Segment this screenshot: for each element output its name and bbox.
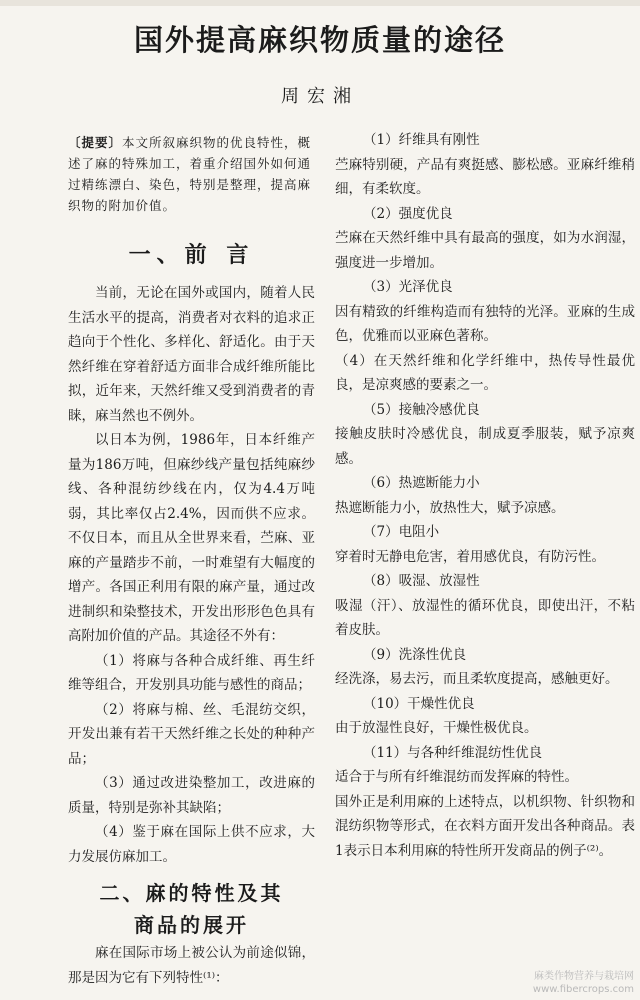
property-label: （3）光泽优良 (363, 279, 453, 295)
property-body: 由于放湿性良好，干燥性极优良。 (335, 720, 538, 736)
property-label: （5）接触冷感优良 (363, 401, 480, 418)
property-body: 吸湿（汗）、放湿性的循环优良，即使出汗，不粘着皮肤。 (335, 597, 635, 638)
section1-paragraph-1: 当前，无论在国外或国内，随着人民生活水平的提高，消费者对衣料的追求正趋向于个性化、多样化、舒适化。由于天然纤维在穿着舒适方面非合成纤维所能比拟，近年来，天然纤维又受到消费者的青睐，麻当然也不例外。 (68, 285, 315, 424)
property-label: （7）电阻小 (363, 524, 440, 540)
section1-heading: 一、前 言 (128, 243, 255, 268)
abstract-tag: 〔提要〕 (68, 135, 123, 150)
section1-list-item: （2）将麻与棉、丝、毛混纺交织，开发出兼有若干天然纤维之长处的种种产品； (68, 701, 315, 767)
property-body: 经洗涤，易去污，而且柔软度提高，感触更好。 (335, 671, 619, 687)
property-label: （8）吸湿、放湿性 (363, 573, 480, 589)
watermark-line-1: 麻类作物营养与栽培网 (534, 971, 634, 982)
watermark-line-2: www.fibercrops.com (532, 984, 634, 995)
closing-paragraph: 国外正是利用麻的上述特点，以机织物、针织物和混纺织物等形式，在衣料方面开发出各种商品。表1表示日本利用麻的特性所开发商品的例子⁽²⁾。 (335, 793, 635, 859)
abstract-text: 本文所叙麻织物的优良特性，概述了麻的特殊加工，着重介绍国外如何通过精练漂白、染色，特别是整理，提高麻织物的附加价值。 (68, 135, 312, 213)
site-watermark (474, 970, 634, 996)
property-body: 苎麻特别硬，产品有爽挺感、膨松感。亚麻纤维稍细，有柔软度。 (335, 156, 635, 197)
property-body: 热遮断能力小，放热性大，赋予凉感。 (335, 499, 565, 516)
abstract (68, 132, 315, 216)
property-body: 因有精致的纤维构造而有独特的光泽。亚麻的生成色，优雅而以亚麻色著称。 (335, 303, 635, 344)
property-label: （2）强度优良 (363, 205, 453, 222)
section2-heading-line1: 二、麻的特性及其 (99, 881, 284, 905)
property-label: （1）纤维具有刚性 (363, 132, 480, 148)
section2-heading-line2: 商品的展开 (134, 913, 249, 937)
property-label: （10）干燥性优良 (363, 695, 475, 712)
right-column (335, 128, 635, 863)
property-label: （6）热遮断能力小 (363, 475, 480, 491)
property-label: （4）在天然纤维和化学纤维中，热传导性最优良，是凉爽感的要素之一。 (335, 352, 635, 393)
property-label: （9）洗涤性优良 (363, 646, 467, 663)
section1-list-item: （4）鉴于麻在国际上供不应求，大力发展仿麻加工。 (68, 824, 315, 865)
article-title: 国外提高麻织物质量的途径 (133, 23, 506, 57)
property-body: 穿着时无静电危害，着用感优良，有防污性。 (335, 548, 605, 565)
property-body: 苎麻在天然纤维中具有最高的强度，如为水润湿，强度进一步增加。 (335, 230, 635, 271)
article-author: 周宏湘 (281, 86, 359, 107)
property-body: 接触皮肤时冷感优良，制成夏季服装，赋予凉爽感。 (335, 426, 635, 467)
section1-list-item: （3）通过改进染整加工，改进麻的质量，特别是弥补其缺陷； (68, 775, 315, 816)
left-column (68, 128, 315, 990)
section1-paragraph-2: 以日本为例，1986年，日本纤维产量为186万吨，但麻纱线产量包括纯麻纱线、各种混纺纱线在内，仅为4.4万吨弱，其比率仅占2.4%，因而供不应求。不仅日本，而且从全世界来看，苎麻、亚麻的产量踏步不前，一时难望有大幅度的增产。各国正利用有限的麻产量，通过改进制织和染整技术，开发出形形色色具有高附加价值的产品。其途径不外有： (68, 432, 315, 644)
section2-paragraph-1: 麻在国际市场上被公认为前途似锦，那是因为它有下列特性⁽¹⁾： (68, 945, 315, 986)
property-body: 适合于与所有纤维混纺而发挥麻的特性。 (335, 769, 578, 785)
scan-edge (0, 0, 640, 6)
section1-list-item: （1）将麻与各种合成纤维、再生纤维等组合，开发别具功能与感性的商品； (68, 652, 315, 693)
property-label: （11）与各种纤维混纺性优良 (363, 744, 543, 761)
